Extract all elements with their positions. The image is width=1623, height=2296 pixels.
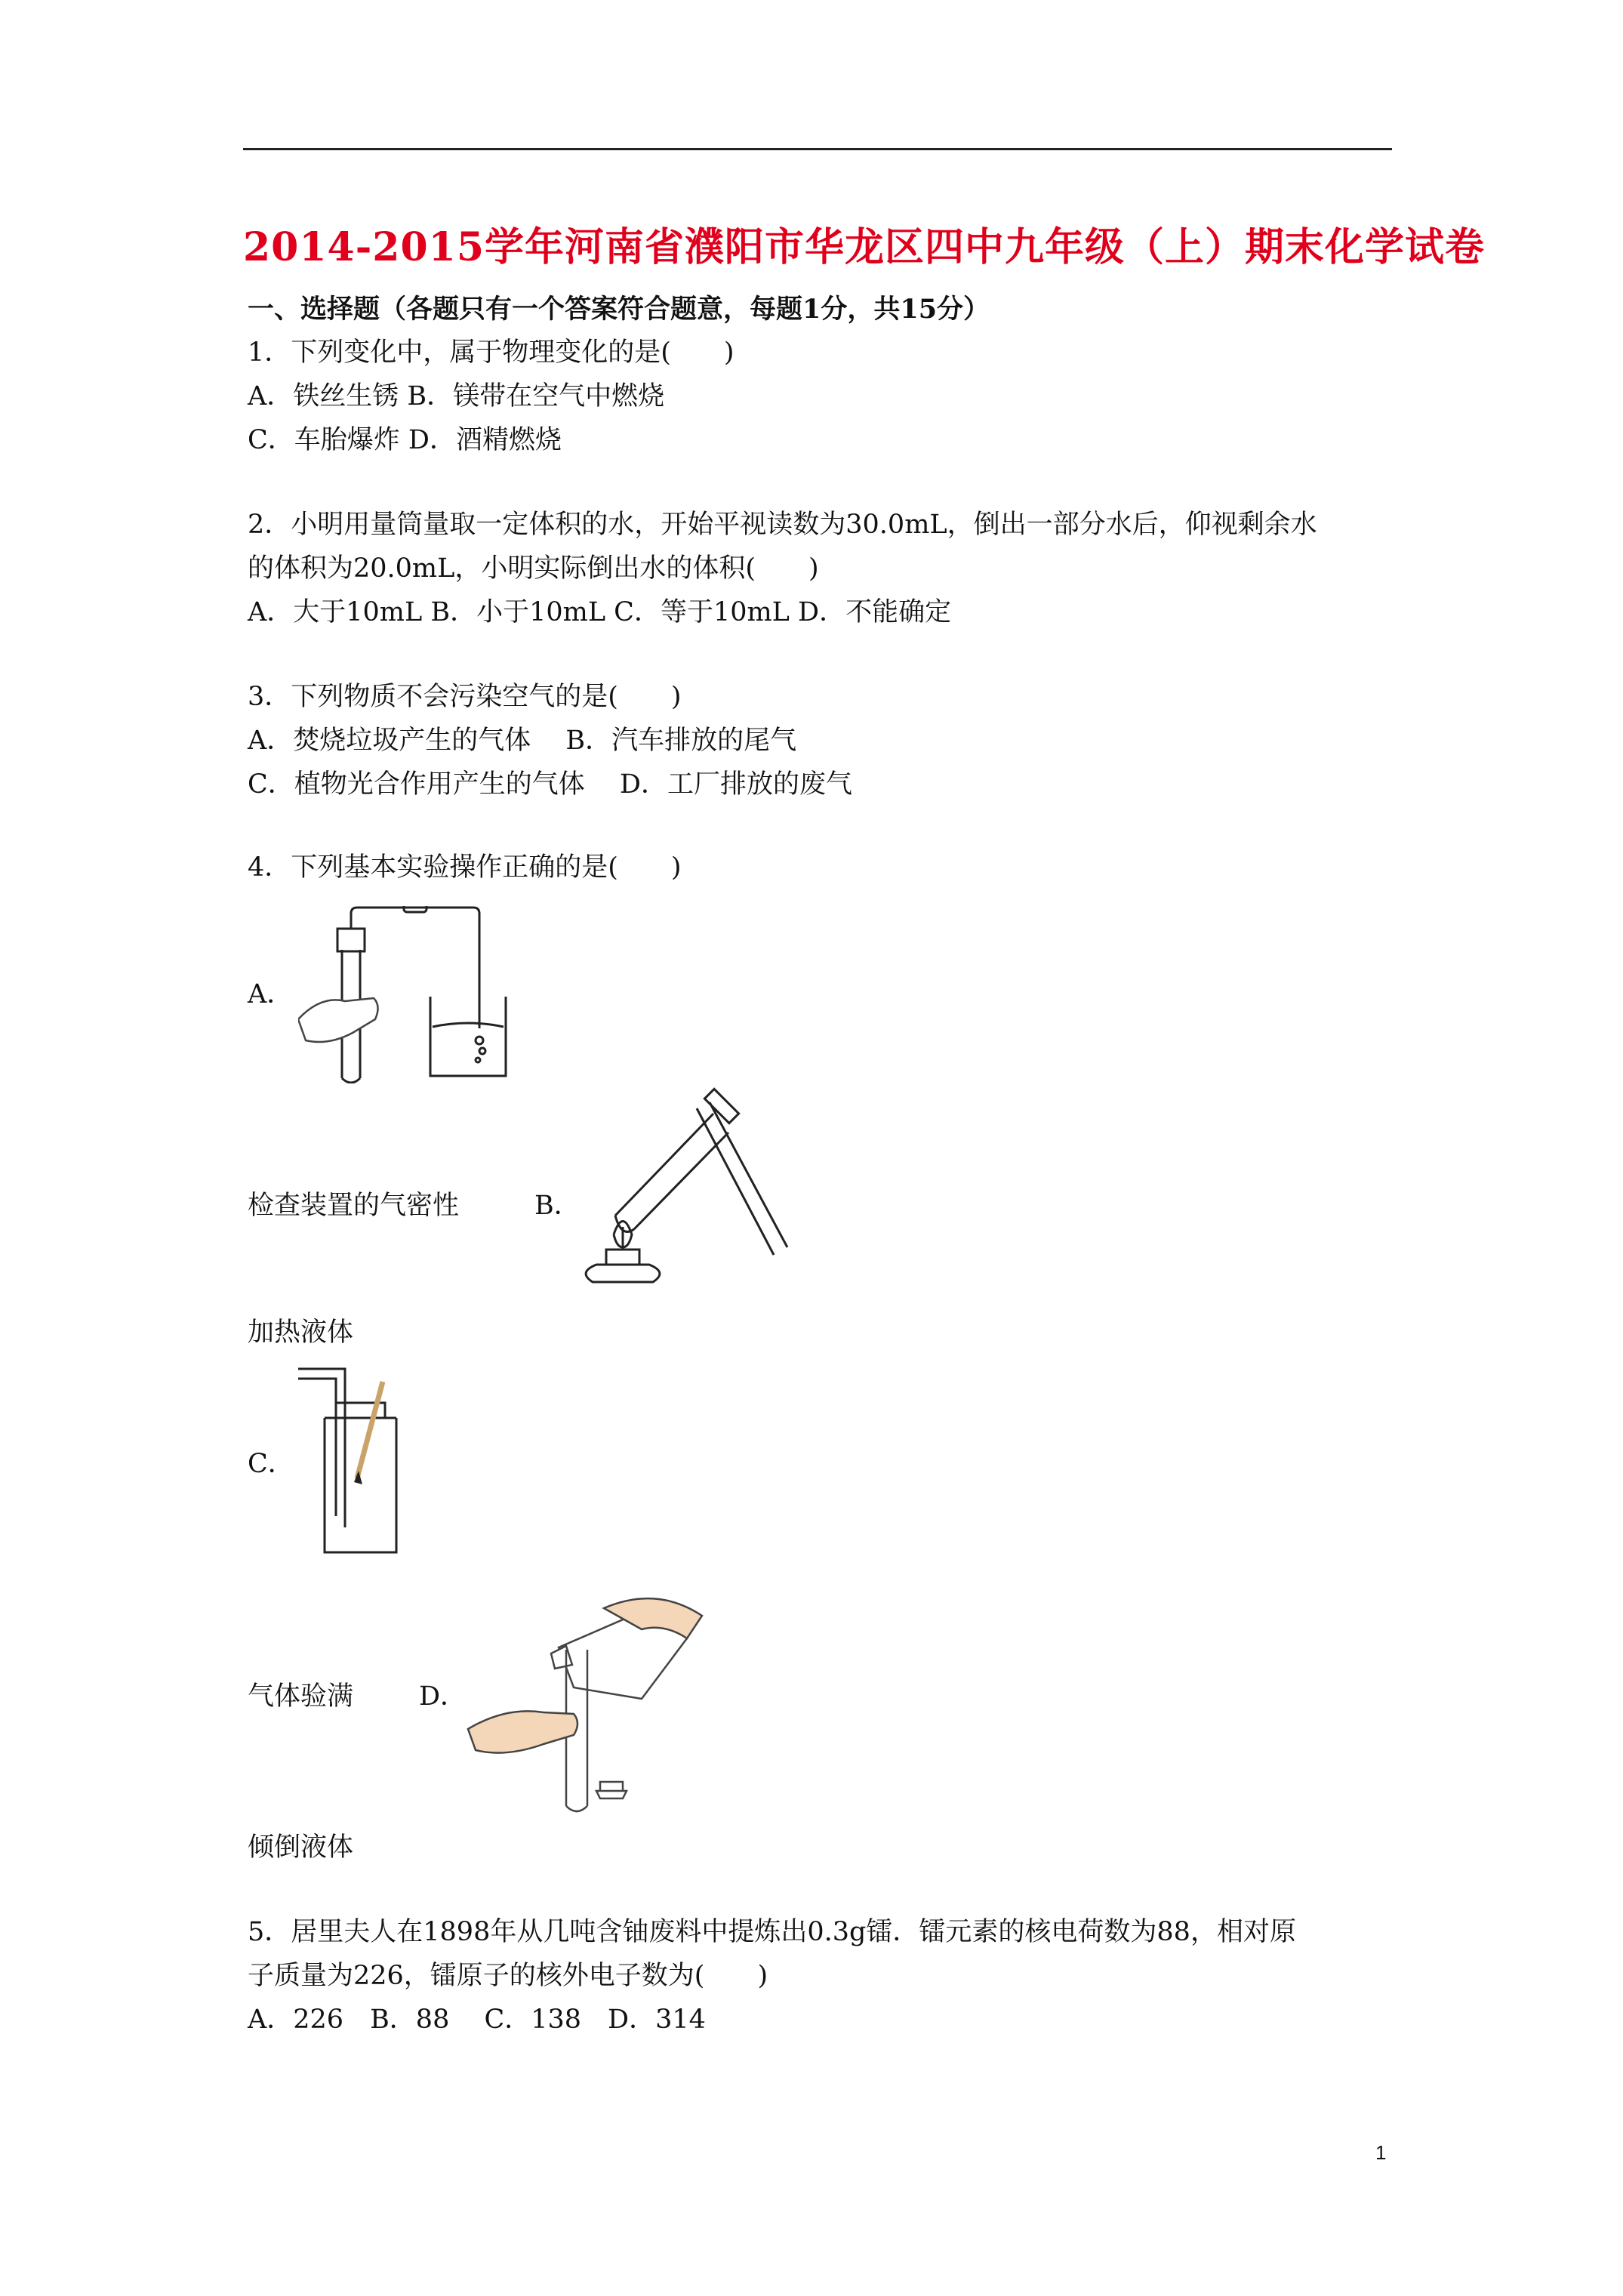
q4-option-d-letter: D． bbox=[419, 1681, 467, 1712]
q1-options-line1: A．铁丝生锈 B．镁带在空气中燃烧 bbox=[248, 381, 665, 411]
airtightness-check-figure bbox=[298, 906, 547, 1083]
q5-options: A．226 B．88 C．138 D．314 bbox=[248, 2005, 706, 2035]
page-number: 1 bbox=[1375, 2141, 1387, 2164]
section-heading: 一、选择题（各题只有一个答案符合题意，每题1分，共15分） bbox=[248, 294, 990, 325]
q2-stem-line1: 2．小明用量筒量取一定体积的水，开始平视读数为30.0mL，倒出一部分水后，仰视剩余水 bbox=[248, 510, 1317, 540]
q4-option-c-letter: C． bbox=[248, 1449, 294, 1479]
pouring-liquid-figure bbox=[460, 1593, 717, 1820]
heating-liquid-figure bbox=[562, 1080, 789, 1299]
q2-stem-line2: 的体积为20.0mL，小明实际倒出水的体积( ) bbox=[248, 553, 819, 584]
q4-option-a-letter: A． bbox=[248, 979, 294, 1009]
q4-option-b-letter: B． bbox=[534, 1191, 581, 1221]
q3-options-line1: A．焚烧垃圾产生的气体 B．汽车排放的尾气 bbox=[248, 726, 797, 756]
q4-stem: 4．下列基本实验操作正确的是( ) bbox=[248, 852, 682, 883]
q3-options-line2: C．植物光合作用产生的气体 D．工厂排放的废气 bbox=[248, 769, 852, 800]
gas-fullness-test-figure bbox=[291, 1365, 411, 1561]
q3-stem: 3．下列物质不会污染空气的是( ) bbox=[248, 682, 682, 712]
q4-option-c-caption: 气体验满 bbox=[248, 1681, 354, 1712]
q4-option-a-caption: 检查装置的气密性 bbox=[248, 1191, 460, 1221]
header-rule bbox=[243, 148, 1392, 150]
q2-options: A．大于10mL B．小于10mL C．等于10mL D．不能确定 bbox=[248, 597, 952, 627]
q4-option-d-caption: 倾倒液体 bbox=[248, 1832, 354, 1863]
q5-stem-line2: 子质量为226，镭原子的核外电子数为( ) bbox=[248, 1961, 768, 1991]
q1-options-line2: C．车胎爆炸 D．酒精燃烧 bbox=[248, 425, 562, 455]
q5-stem-line1: 5．居里夫人在1898年从几吨含铀废料中提炼出0.3g镭．镭元素的核电荷数为88，相对原 bbox=[248, 1917, 1296, 1947]
exam-title: 2014-2015学年河南省濮阳市华龙区四中九年级（上）期末化学试卷 bbox=[243, 224, 1486, 270]
q1-stem: 1．下列变化中，属于物理变化的是( ) bbox=[248, 337, 735, 368]
q4-option-b-caption: 加热液体 bbox=[248, 1318, 354, 1348]
